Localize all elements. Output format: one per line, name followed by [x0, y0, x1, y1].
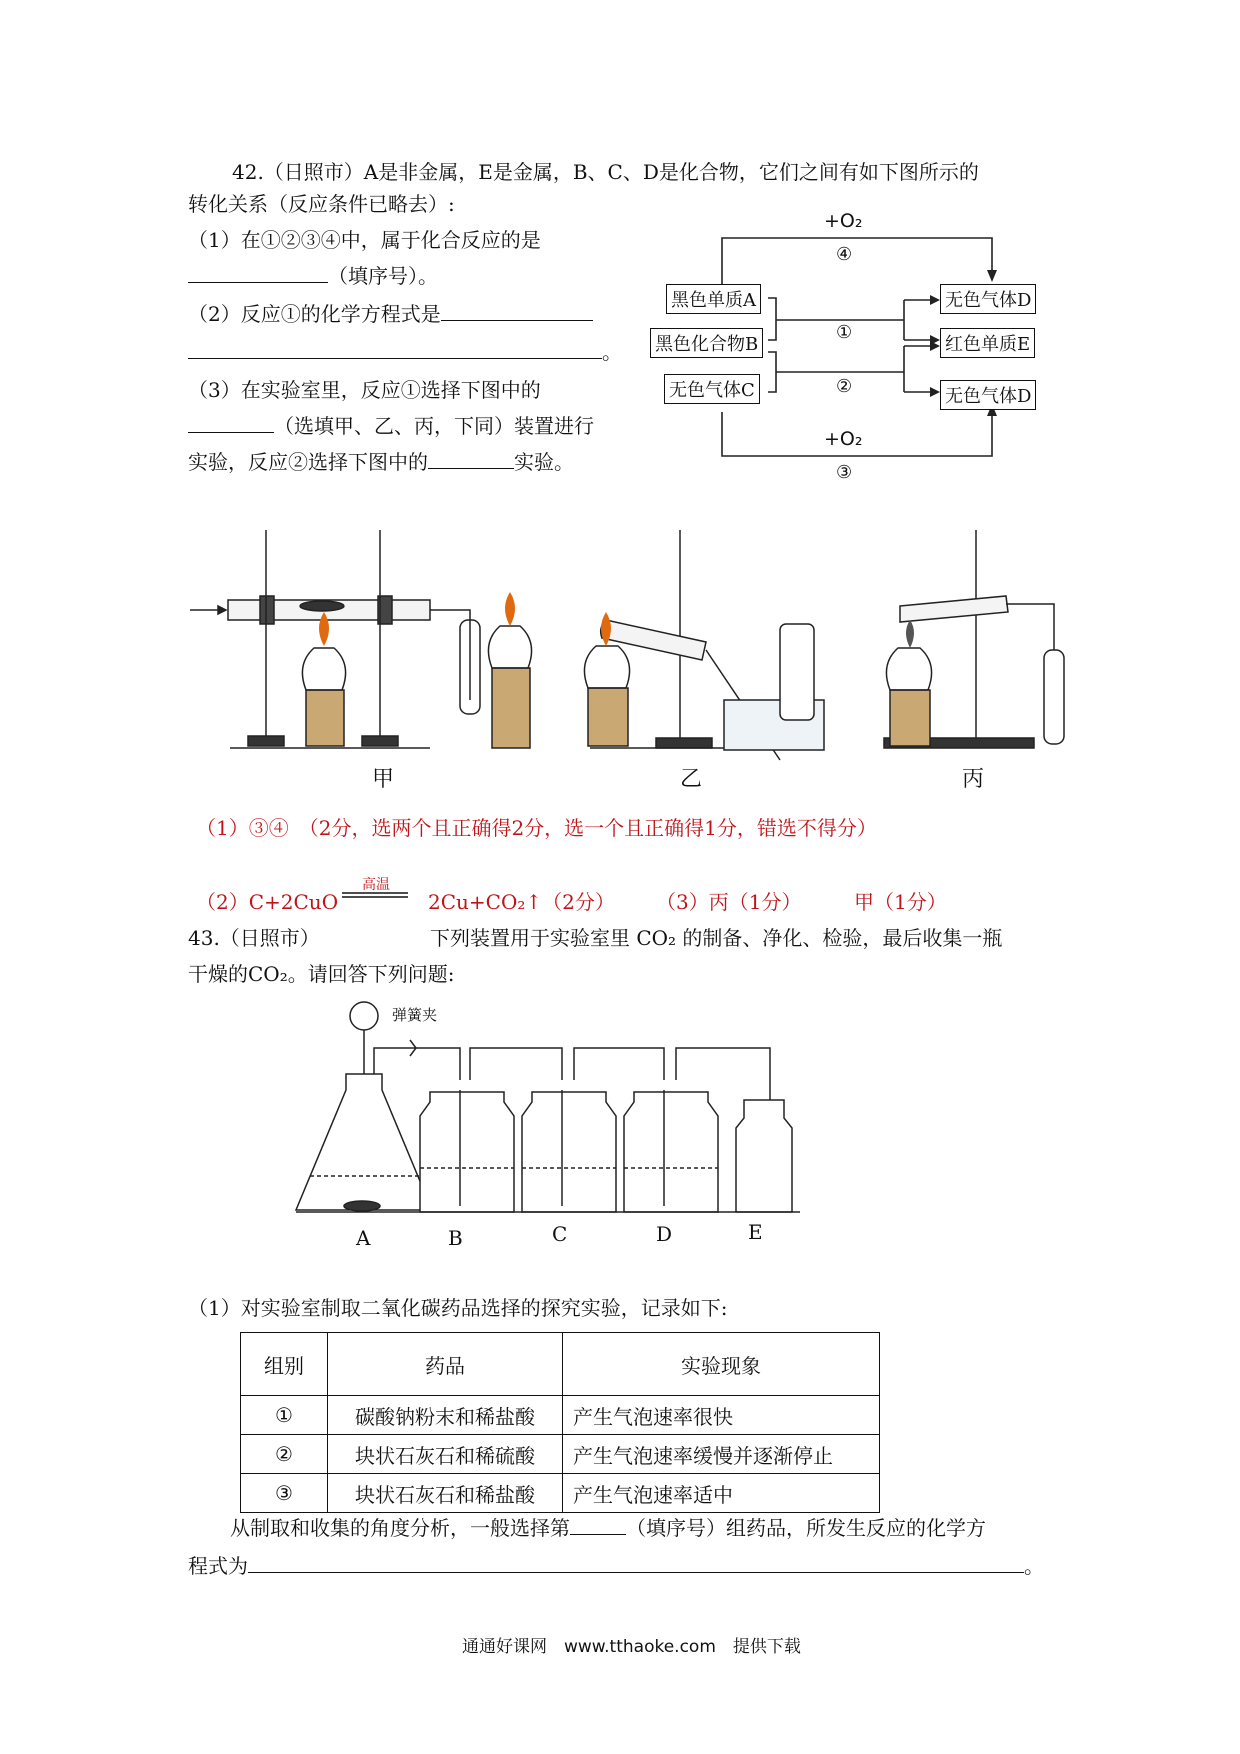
box-black-compound-b: 黑色化合物B: [650, 328, 763, 358]
apparatus-label-bing: 丙: [962, 767, 985, 792]
experiment-table: [240, 1332, 880, 1513]
q42-part1-question: （1）在①②③④中，属于化合反应的是: [188, 228, 541, 252]
q42-answer-2-condition: 高温: [362, 877, 390, 893]
table-row: [241, 1474, 880, 1513]
cell-reagents: 块状石灰石和稀盐酸: [328, 1474, 563, 1513]
reaction-1-label: ①: [836, 322, 853, 343]
period: 。: [1024, 1554, 1044, 1578]
q43-line2: 干燥的CO₂。请回答下列问题:: [188, 962, 455, 986]
reaction-3-label: ③: [836, 462, 853, 483]
q42-answer-2-right: 2Cu+CO₂↑（2分）: [428, 890, 615, 914]
q42-part3-hint: （选填甲、乙、丙，下同）装置进行: [274, 414, 594, 438]
header-reagents: 药品: [328, 1333, 563, 1396]
cell-reagents: 碳酸钠粉末和稀盐酸: [328, 1396, 563, 1435]
q43-title-text: 下列装置用于实验室里 CO₂ 的制备、净化、检验，最后收集一瓶: [430, 926, 1003, 950]
q42-answer-4: 甲（1分）: [854, 890, 947, 914]
reaction-4-label: ④: [836, 244, 853, 265]
box-black-element-a: 黑色单质A: [666, 284, 761, 314]
plus-o2-bottom-label: +O₂: [824, 428, 863, 450]
apparatus-label-yi: 乙: [680, 767, 703, 792]
reaction-2-label: ②: [836, 376, 853, 397]
bottle-label-e: E: [748, 1220, 763, 1244]
q43-analysis-line2: [188, 1550, 1044, 1579]
q42-part3-end: 实验。: [514, 450, 574, 474]
q42-answer-1: （1）③④ （2分，选两个且正确得2分，选一个且正确得1分，错选不得分）: [196, 816, 877, 840]
apparatus-label-jia: 甲: [372, 767, 395, 792]
table-row: [241, 1396, 880, 1435]
q43-title-number: 43.（日照市）: [188, 926, 320, 950]
bottle-label-d: D: [656, 1222, 673, 1246]
table-row: [241, 1435, 880, 1474]
spring-clamp-label: 弹簧夹: [392, 1006, 438, 1024]
q43-analysis-hint: （填序号）组药品，所发生反应的化学方: [626, 1516, 986, 1540]
box-red-element-e: 红色单质E: [940, 328, 1035, 358]
header-phenomenon: 实验现象: [563, 1333, 880, 1396]
period: 。: [602, 340, 622, 364]
cell-phenomenon: 产生气泡速率缓慢并逐渐停止: [563, 1435, 880, 1474]
cell-phenomenon: 产生气泡速率适中: [563, 1474, 880, 1513]
box-colorless-gas-c: 无色气体C: [664, 374, 760, 404]
box-colorless-gas-d-top: 无色气体D: [940, 284, 1036, 314]
q42-answer-3: （3）丙（1分）: [656, 890, 802, 914]
q42-intro-line2: 转化关系（反应条件已略去）:: [188, 192, 455, 216]
plus-o2-top-label: +O₂: [824, 210, 863, 232]
q43-part1: （1）对实验室制取二氧化碳药品选择的探究实验，记录如下:: [188, 1296, 728, 1320]
cell-phenomenon: 产生气泡速率很快: [563, 1396, 880, 1435]
q42-intro-line1: 42.（日照市）A是非金属，E是金属，B、C、D是化合物，它们之间有如下图所示的: [232, 160, 979, 184]
header-group: 组别: [241, 1333, 328, 1396]
footer-source: 通通好课网 www.tthaoke.com 提供下载: [462, 1637, 801, 1657]
answer-blank[interactable]: [248, 1552, 1024, 1573]
cell-group: ③: [241, 1474, 328, 1513]
q43-analysis-line1: [230, 1512, 986, 1541]
box-colorless-gas-d-bottom: 无色气体D: [940, 380, 1036, 410]
bottle-label-c: C: [552, 1222, 568, 1246]
q43-analysis-text: 从制取和收集的角度分析，一般选择第: [230, 1516, 570, 1540]
q43-analysis-prefix: 程式为: [188, 1554, 248, 1578]
q42-part3-text: 实验，反应②选择下图中的: [188, 450, 428, 474]
q42-part3-question: （3）在实验室里，反应①选择下图中的: [188, 378, 541, 402]
table-header-row: [241, 1333, 880, 1396]
q42-part1-suffix: （填序号）。: [328, 264, 438, 288]
cell-group: ①: [241, 1396, 328, 1435]
answer-blank[interactable]: [570, 1514, 626, 1535]
cell-reagents: 块状石灰石和稀硫酸: [328, 1435, 563, 1474]
bottle-label-a: A: [356, 1226, 371, 1250]
q42-part2-question: （2）反应①的化学方程式是: [188, 302, 441, 326]
q42-answer-2-left: （2）C+2CuO: [196, 890, 339, 914]
cell-group: ②: [241, 1435, 328, 1474]
bottle-label-b: B: [448, 1226, 463, 1250]
